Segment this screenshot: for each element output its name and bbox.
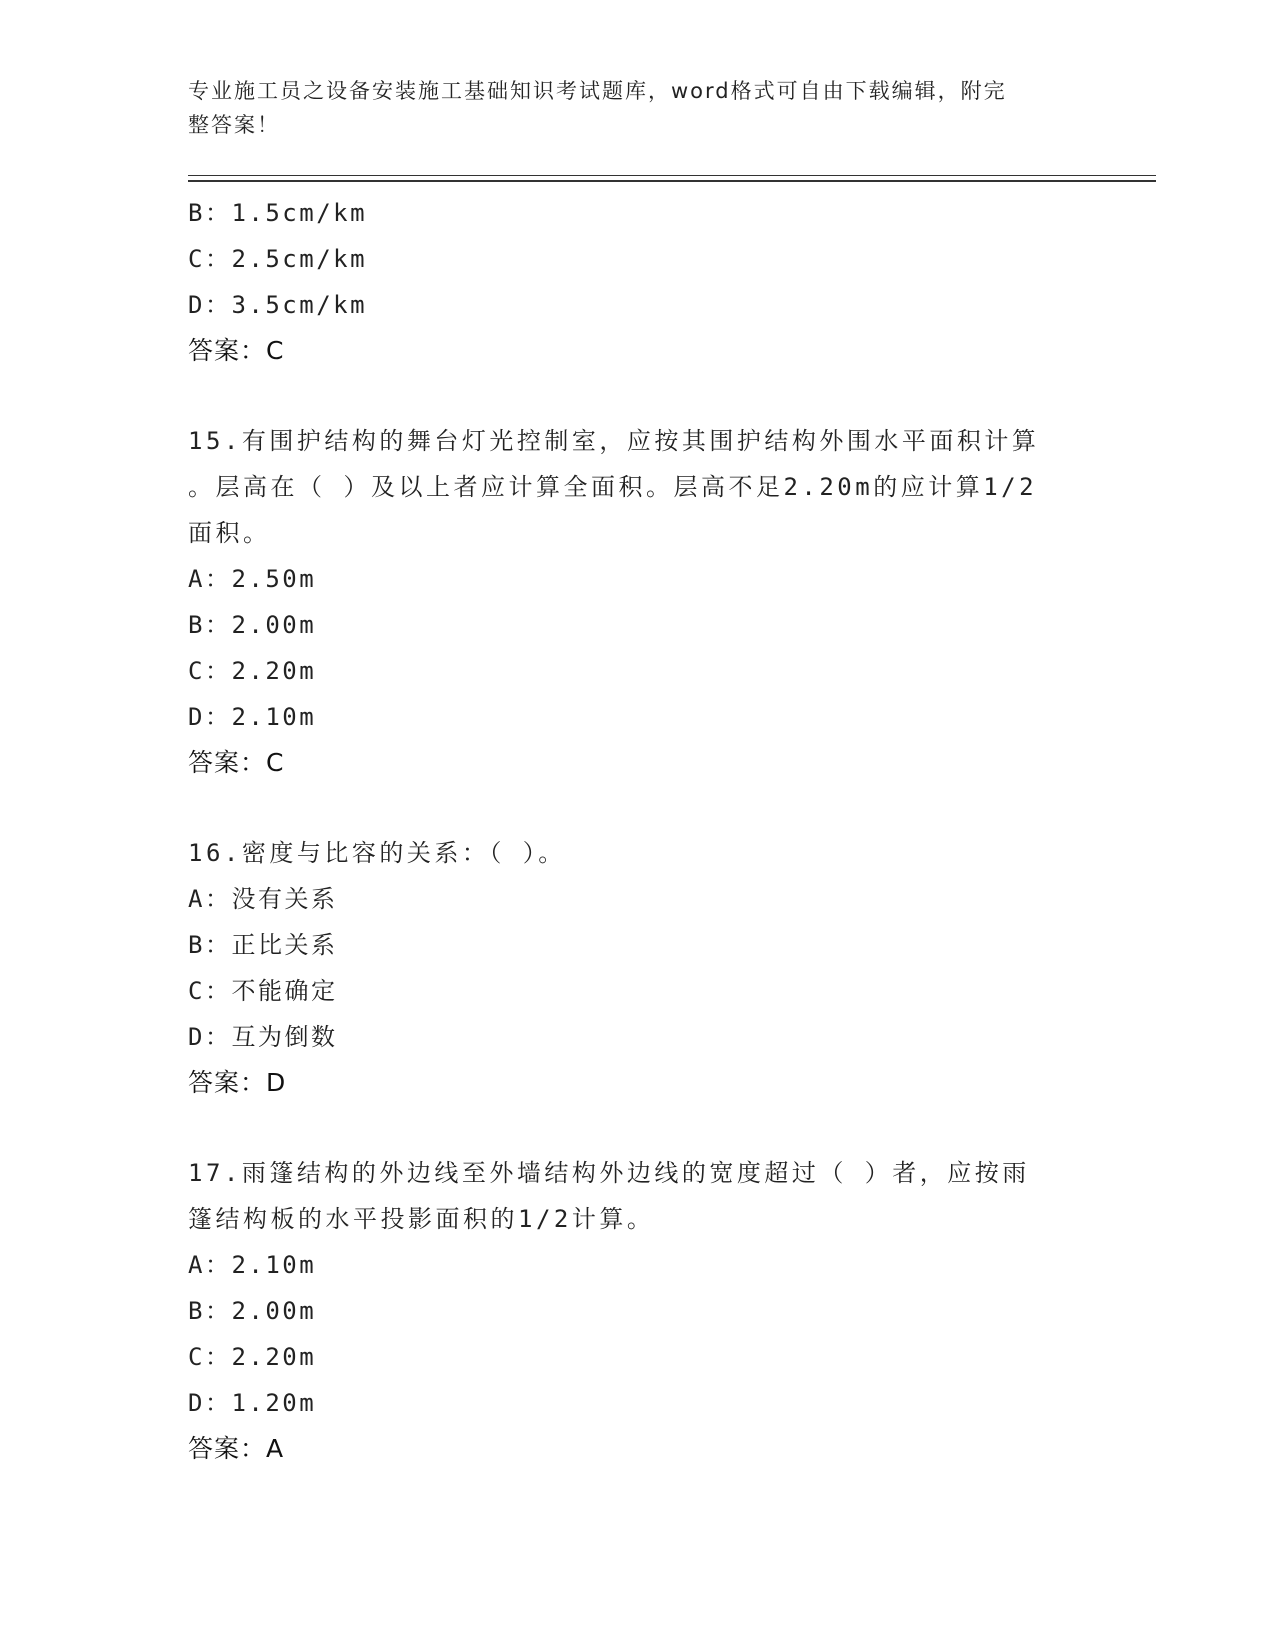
question-stem-line: 17.雨篷结构的外边线至外墙结构外边线的宽度超过（ ）者，应按雨: [188, 1159, 1030, 1187]
option-b: B：2.00m: [188, 611, 317, 639]
question-14-tail: [188, 190, 1108, 374]
option-c: C：2.20m: [188, 657, 317, 685]
question-stem-line: 16.密度与比容的关系：（ ）。: [188, 839, 566, 867]
question-spacer: [188, 1106, 1108, 1150]
answer-line: 答案：C: [188, 748, 285, 777]
answer-line: 答案：D: [188, 1068, 287, 1097]
option-c: C：2.20m: [188, 1343, 317, 1371]
option-a: A：没有关系: [188, 885, 338, 913]
answer-line: 答案：C: [188, 336, 285, 365]
question-stem-line: 15.有围护结构的舞台灯光控制室，应按其围护结构外围水平面积计算: [188, 427, 1040, 455]
option-c: C：2.5cm/km: [188, 245, 368, 273]
question-16: [188, 830, 1108, 1106]
option-b: B：2.00m: [188, 1297, 317, 1325]
option-d: D：3.5cm/km: [188, 291, 368, 319]
question-17: [188, 1150, 1108, 1472]
question-list: [188, 190, 1108, 1472]
header-line-1: 专业施工员之设备安装施工基础知识考试题库，word格式可自由下载编辑，附完: [188, 79, 1007, 103]
header-line-2: 整答案！: [188, 113, 280, 137]
question-15: [188, 418, 1108, 786]
question-stem-line: 篷结构板的水平投影面积的1/2计算。: [188, 1205, 655, 1233]
option-b: B：正比关系: [188, 931, 338, 959]
answer-line: 答案：A: [188, 1434, 285, 1463]
option-d: D：互为倒数: [188, 1023, 338, 1051]
header-divider-thick: [188, 180, 1156, 182]
option-d: D：2.10m: [188, 703, 317, 731]
option-d: D：1.20m: [188, 1389, 317, 1417]
question-spacer: [188, 374, 1108, 418]
option-a: A：2.50m: [188, 565, 317, 593]
question-spacer: [188, 786, 1108, 830]
page-header: [188, 74, 1088, 142]
option-b: B：1.5cm/km: [188, 199, 368, 227]
question-stem-line: 。层高在（ ）及以上者应计算全面积。层高不足2.20m的应计算1/2: [188, 473, 1038, 501]
option-c: C：不能确定: [188, 977, 338, 1005]
option-a: A：2.10m: [188, 1251, 317, 1279]
header-divider-thin: [188, 175, 1156, 176]
question-stem-line: 面积。: [188, 519, 271, 547]
